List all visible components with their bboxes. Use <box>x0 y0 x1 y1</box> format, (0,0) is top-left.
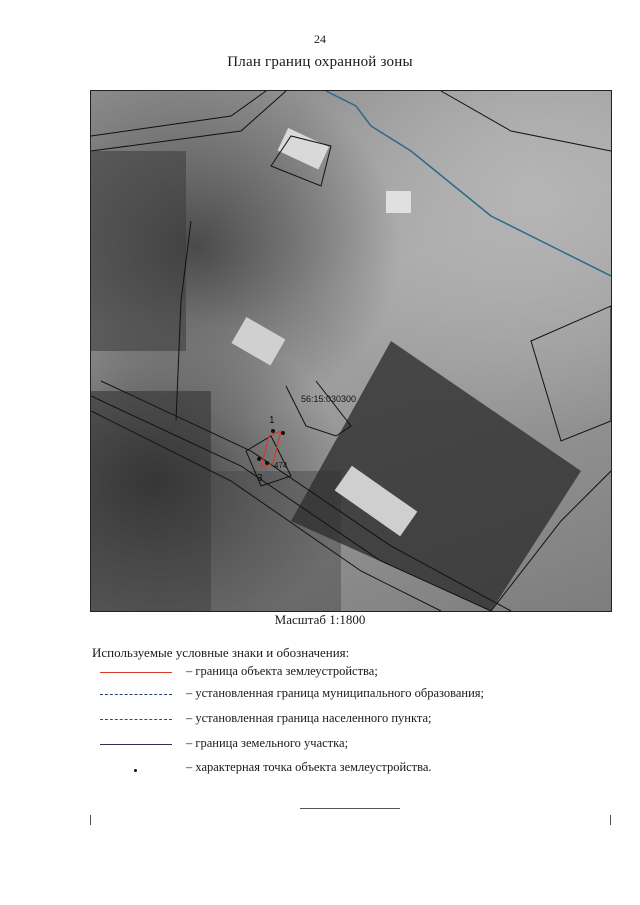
margin-mark-left <box>90 815 91 825</box>
red-line-symbol <box>100 672 172 673</box>
brown-dashed-line-symbol <box>100 719 172 720</box>
characteristic-point <box>281 431 285 435</box>
parcel-boundary <box>286 381 351 436</box>
legend-text: – установленная граница населенного пункта; <box>186 711 432 725</box>
aerial-map <box>90 90 612 612</box>
characteristic-point <box>265 461 269 465</box>
legend-text: – установленная граница муниципального образования; <box>186 686 485 700</box>
navy-line-symbol <box>100 744 172 745</box>
point-label-1: 1 <box>269 415 275 426</box>
point-label-3: 3 <box>257 473 263 484</box>
cadastral-number: 56:15:030300 <box>301 394 357 404</box>
margin-mark-right <box>610 815 611 825</box>
parcel-boundary <box>441 91 611 151</box>
settlement-area <box>91 151 186 351</box>
legend-item <box>100 736 580 756</box>
building <box>231 317 285 365</box>
legend-text: – граница земельного участка; <box>186 736 349 750</box>
map-scale: Масштаб 1:1800 <box>274 612 366 627</box>
legend-item <box>100 711 580 731</box>
parcel-boundary <box>91 91 286 151</box>
parcel-label: 474 <box>274 461 288 470</box>
blue-dashed-line-symbol <box>100 694 172 695</box>
legend-item <box>100 760 580 780</box>
legend-text: – характерная точка объекта землеустройства. <box>186 760 432 774</box>
footer-divider <box>300 808 400 809</box>
legend-heading: Используемые условные знаки и обозначения: <box>92 645 350 660</box>
legend-text: – граница объекта землеустройства; <box>186 664 378 678</box>
map-overlay <box>91 91 611 611</box>
building <box>386 191 411 213</box>
legend-item <box>100 686 580 706</box>
characteristic-point <box>271 429 275 433</box>
page-title: План границ охранной зоны <box>227 54 413 70</box>
legend-item <box>100 664 580 684</box>
municipal-boundary-line <box>326 91 611 276</box>
point-symbol <box>134 769 137 772</box>
characteristic-point <box>257 457 261 461</box>
parcel-boundary <box>531 306 611 441</box>
building <box>278 128 329 170</box>
parcel-boundary <box>91 91 266 136</box>
page-number: 24 <box>314 32 326 46</box>
